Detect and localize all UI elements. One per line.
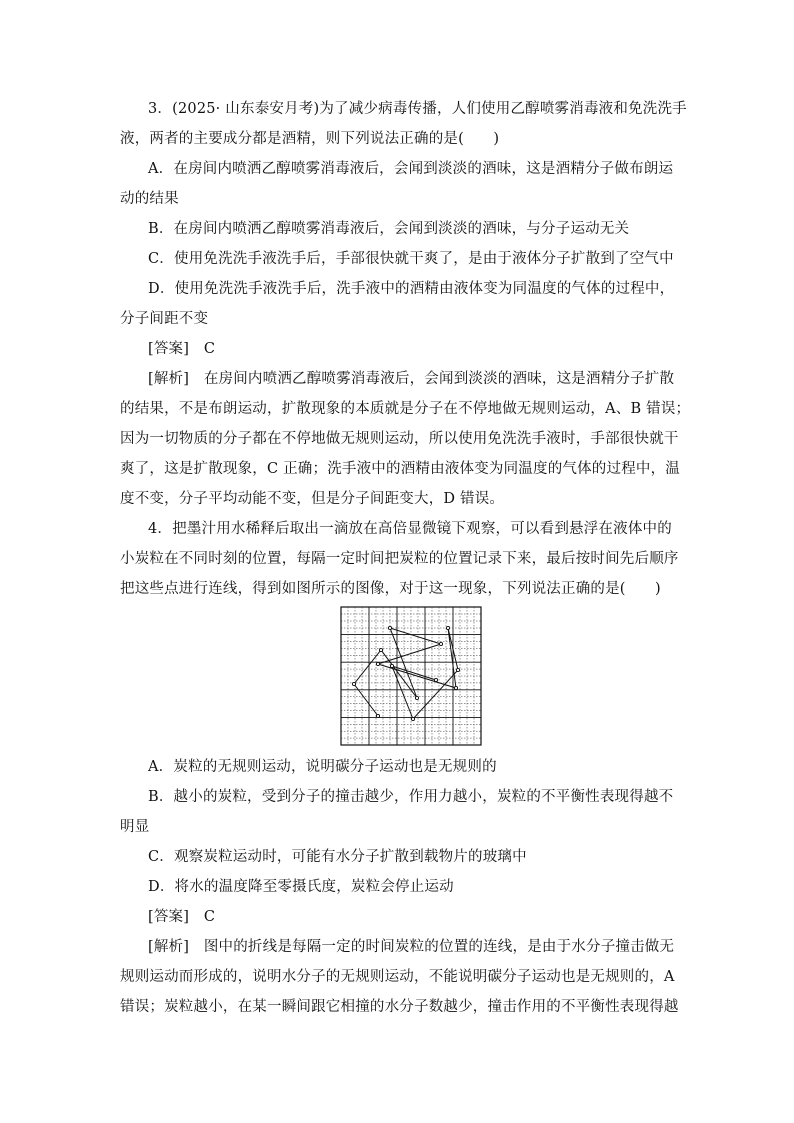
q4-option-c: C．观察炭粒运动时，可能有水分子扩散到载物片的玻璃中 [148, 849, 527, 865]
q3-option-b: B．在房间内喷洒乙醇喷雾消毒液后，会闻到淡淡的酒味，与分子运动无关 [148, 221, 630, 237]
q4-option-a: A．炭粒的无规则运动，说明碳分子运动也是无规则的 [148, 759, 497, 775]
brownian-motion-figure [340, 606, 482, 746]
q4-analysis-line3: 错误；炭粒越小，在某一瞬间跟它相撞的水分子数越少，撞击作用的不平衡性表现得越 [120, 999, 679, 1015]
q3-answer: [答案] C [148, 341, 216, 357]
q4-stem-line3: 把这些点进行连线，得到如图所示的图像，对于这一现象，下列说法正确的是( ) [120, 581, 661, 597]
q4-stem-line1: 4．把墨汁用水稀释后取出一滴放在高倍显微镜下观察，可以看到悬浮在液体中的 [148, 521, 672, 537]
q3-stem-line2: 液，两者的主要成分都是酒精，则下列说法正确的是( ) [120, 131, 500, 147]
figure-grid [341, 607, 481, 745]
trajectory-path [354, 628, 458, 719]
q3-option-d-line1: D．使用免洗洗手液洗手后，洗手液中的酒精由液体变为同温度的气体的过程中， [148, 281, 675, 297]
q3-stem-line1: 3．(2025· 山东泰安月考)为了减少病毒传播，人们使用乙醇喷雾消毒液和免洗洗手 [148, 101, 687, 117]
q3-option-c: C．使用免洗洗手液洗手后，手部很快就干爽了，是由于液体分子扩散到了空气中 [148, 251, 674, 267]
q3-option-d-line2: 分子间距不变 [120, 311, 209, 327]
q4-answer: [答案] C [148, 909, 216, 925]
q3-analysis-line1: [解析] 在房间内喷洒乙醇喷雾消毒液后，会闻到淡淡的酒味，这是酒精分子扩散 [148, 371, 675, 387]
q3-option-a-line2: 动的结果 [120, 191, 179, 207]
q4-analysis-line1: [解析] 图中的折线是每隔一定的时间炭粒的位置的连线，是由于水分子撞击做无 [148, 939, 675, 955]
q4-option-b-line1: B．越小的炭粒，受到分子的撞击越少，作用力越小，炭粒的不平衡性表现得越不 [148, 789, 674, 805]
q3-analysis-line2: 的结果，不是布朗运动，扩散现象的本质就是分子在不停地做无规则运动，A、B 错误； [120, 401, 691, 417]
q4-stem-line2: 小炭粒在不同时刻的位置，每隔一定时间把炭粒的位置记录下来，最后按时间先后顺序 [120, 551, 679, 567]
q3-option-a-line1: A．在房间内喷洒乙醇喷雾消毒液后，会闻到淡淡的酒味，这是酒精分子做布朗运 [148, 161, 674, 177]
q3-analysis-line5: 度不变，分子平均动能不变，但是分子间距变大，D 错误。 [120, 491, 505, 507]
q4-analysis-line2: 规则运动而形成的，说明水分子的无规则运动，不能说明碳分子运动也是无规则的，A [120, 969, 675, 985]
q3-analysis-line4: 爽了，这是扩散现象，C 正确；洗手液中的酒精由液体变为同温度的气体的过程中，温 [120, 461, 681, 477]
q4-option-b-line2: 明显 [120, 819, 150, 835]
q4-option-d: D．将水的温度降至零摄氏度，炭粒会停止运动 [148, 879, 454, 895]
q3-analysis-line3: 因为一切物质的分子都在不停地做无规则运动，所以使用免洗洗手液时，手部很快就干 [120, 431, 679, 447]
trajectory-points [352, 626, 459, 720]
